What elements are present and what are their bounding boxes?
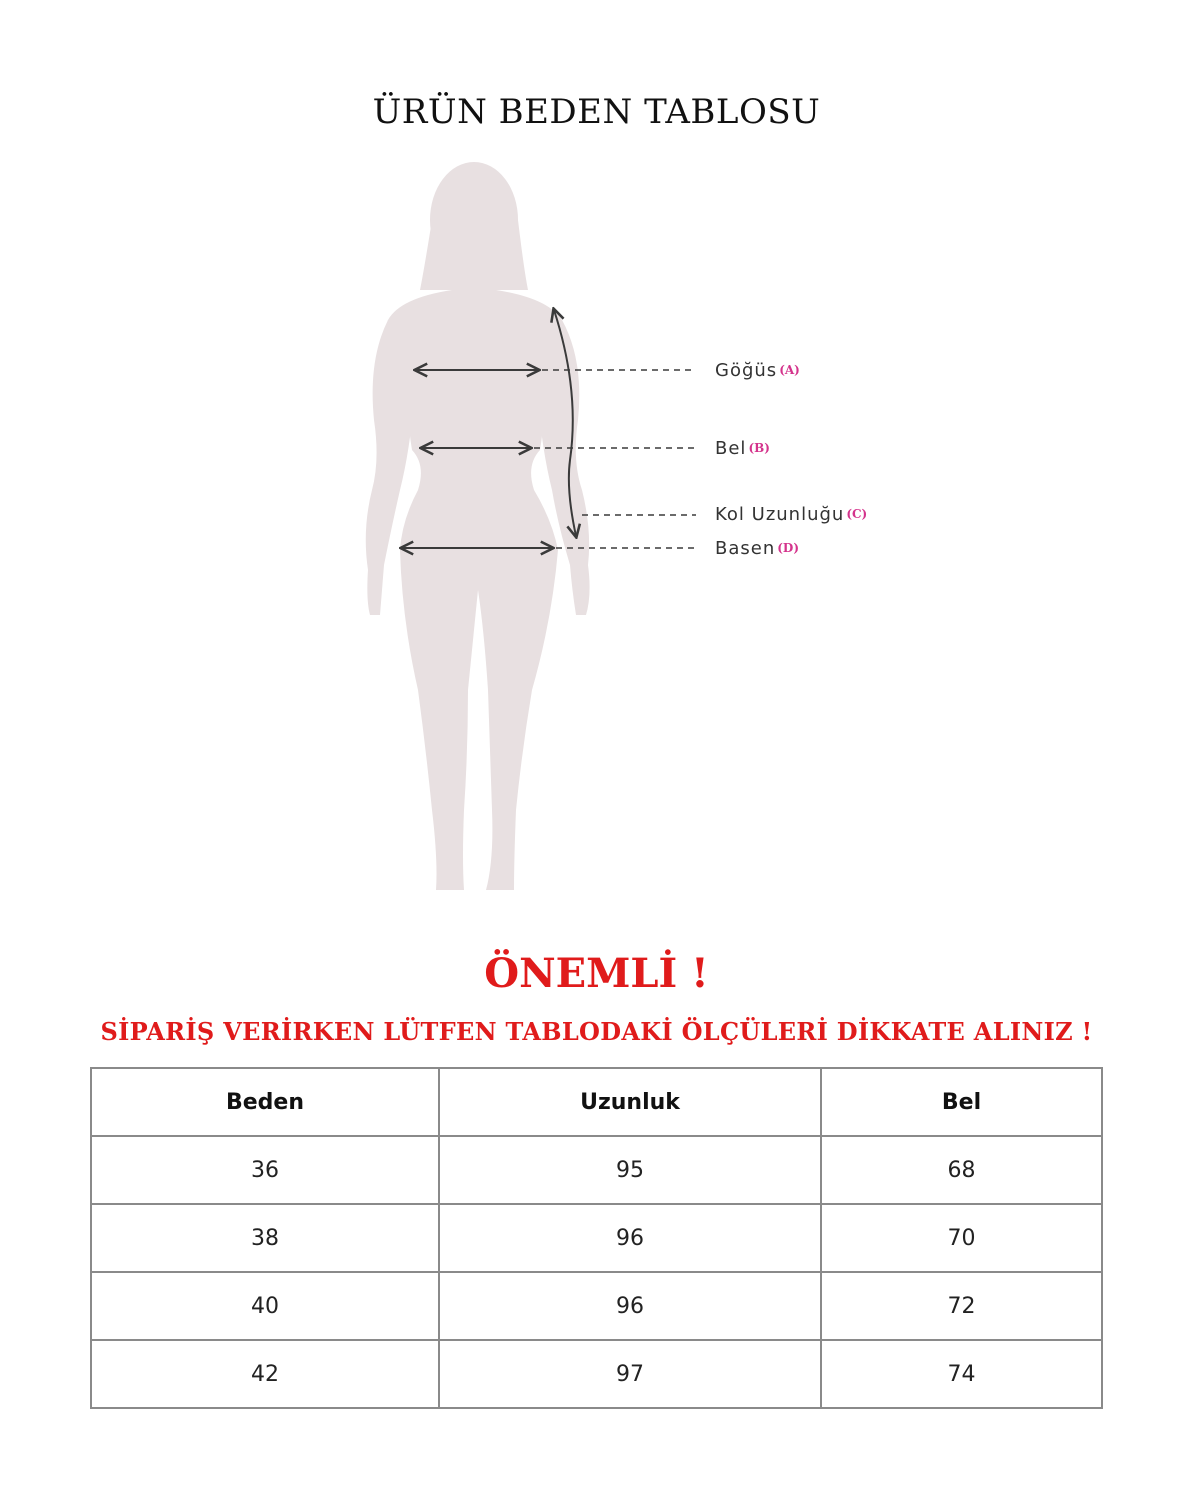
silhouette-illustration [0, 160, 1193, 920]
page-title: ÜRÜN BEDEN TABLOSU [372, 92, 821, 132]
header-size: Beden [91, 1068, 439, 1136]
cell-size: 42 [91, 1340, 439, 1408]
table-row [91, 1340, 1102, 1408]
cell-waist: 70 [821, 1204, 1102, 1272]
cell-length: 97 [439, 1340, 821, 1408]
table-row [91, 1272, 1102, 1340]
label-waist-code: (B) [748, 441, 770, 455]
cell-waist: 74 [821, 1340, 1102, 1408]
header-length: Uzunluk [439, 1068, 821, 1136]
label-chest-code: (A) [779, 363, 800, 377]
female-silhouette [366, 162, 590, 890]
label-chest [715, 359, 800, 382]
table-header-row [91, 1068, 1102, 1136]
label-hip-code: (D) [777, 541, 800, 555]
label-sleeve [715, 503, 867, 526]
header-waist: Bel [821, 1068, 1102, 1136]
warning-message: SİPARİŞ VERİRKEN LÜTFEN TABLODAKİ ÖLÇÜLERİ DİKKATE ALINIZ ! [100, 1017, 1093, 1046]
label-sleeve-code: (C) [846, 507, 868, 521]
table-row [91, 1204, 1102, 1272]
cell-size: 40 [91, 1272, 439, 1340]
label-hip-text: Basen [715, 538, 776, 559]
body-measurement-figure [0, 160, 1193, 920]
important-heading: ÖNEMLİ ! [484, 950, 709, 997]
cell-length: 95 [439, 1136, 821, 1204]
cell-waist: 68 [821, 1136, 1102, 1204]
label-waist [715, 437, 770, 460]
cell-waist: 72 [821, 1272, 1102, 1340]
cell-size: 38 [91, 1204, 439, 1272]
size-table [90, 1067, 1103, 1409]
label-chest-text: Göğüs [715, 360, 778, 381]
cell-size: 36 [91, 1136, 439, 1204]
table-row [91, 1136, 1102, 1204]
label-waist-text: Bel [715, 438, 747, 459]
label-sleeve-text: Kol Uzunluğu [715, 504, 845, 525]
label-hip [715, 537, 799, 560]
cell-length: 96 [439, 1272, 821, 1340]
cell-length: 96 [439, 1204, 821, 1272]
